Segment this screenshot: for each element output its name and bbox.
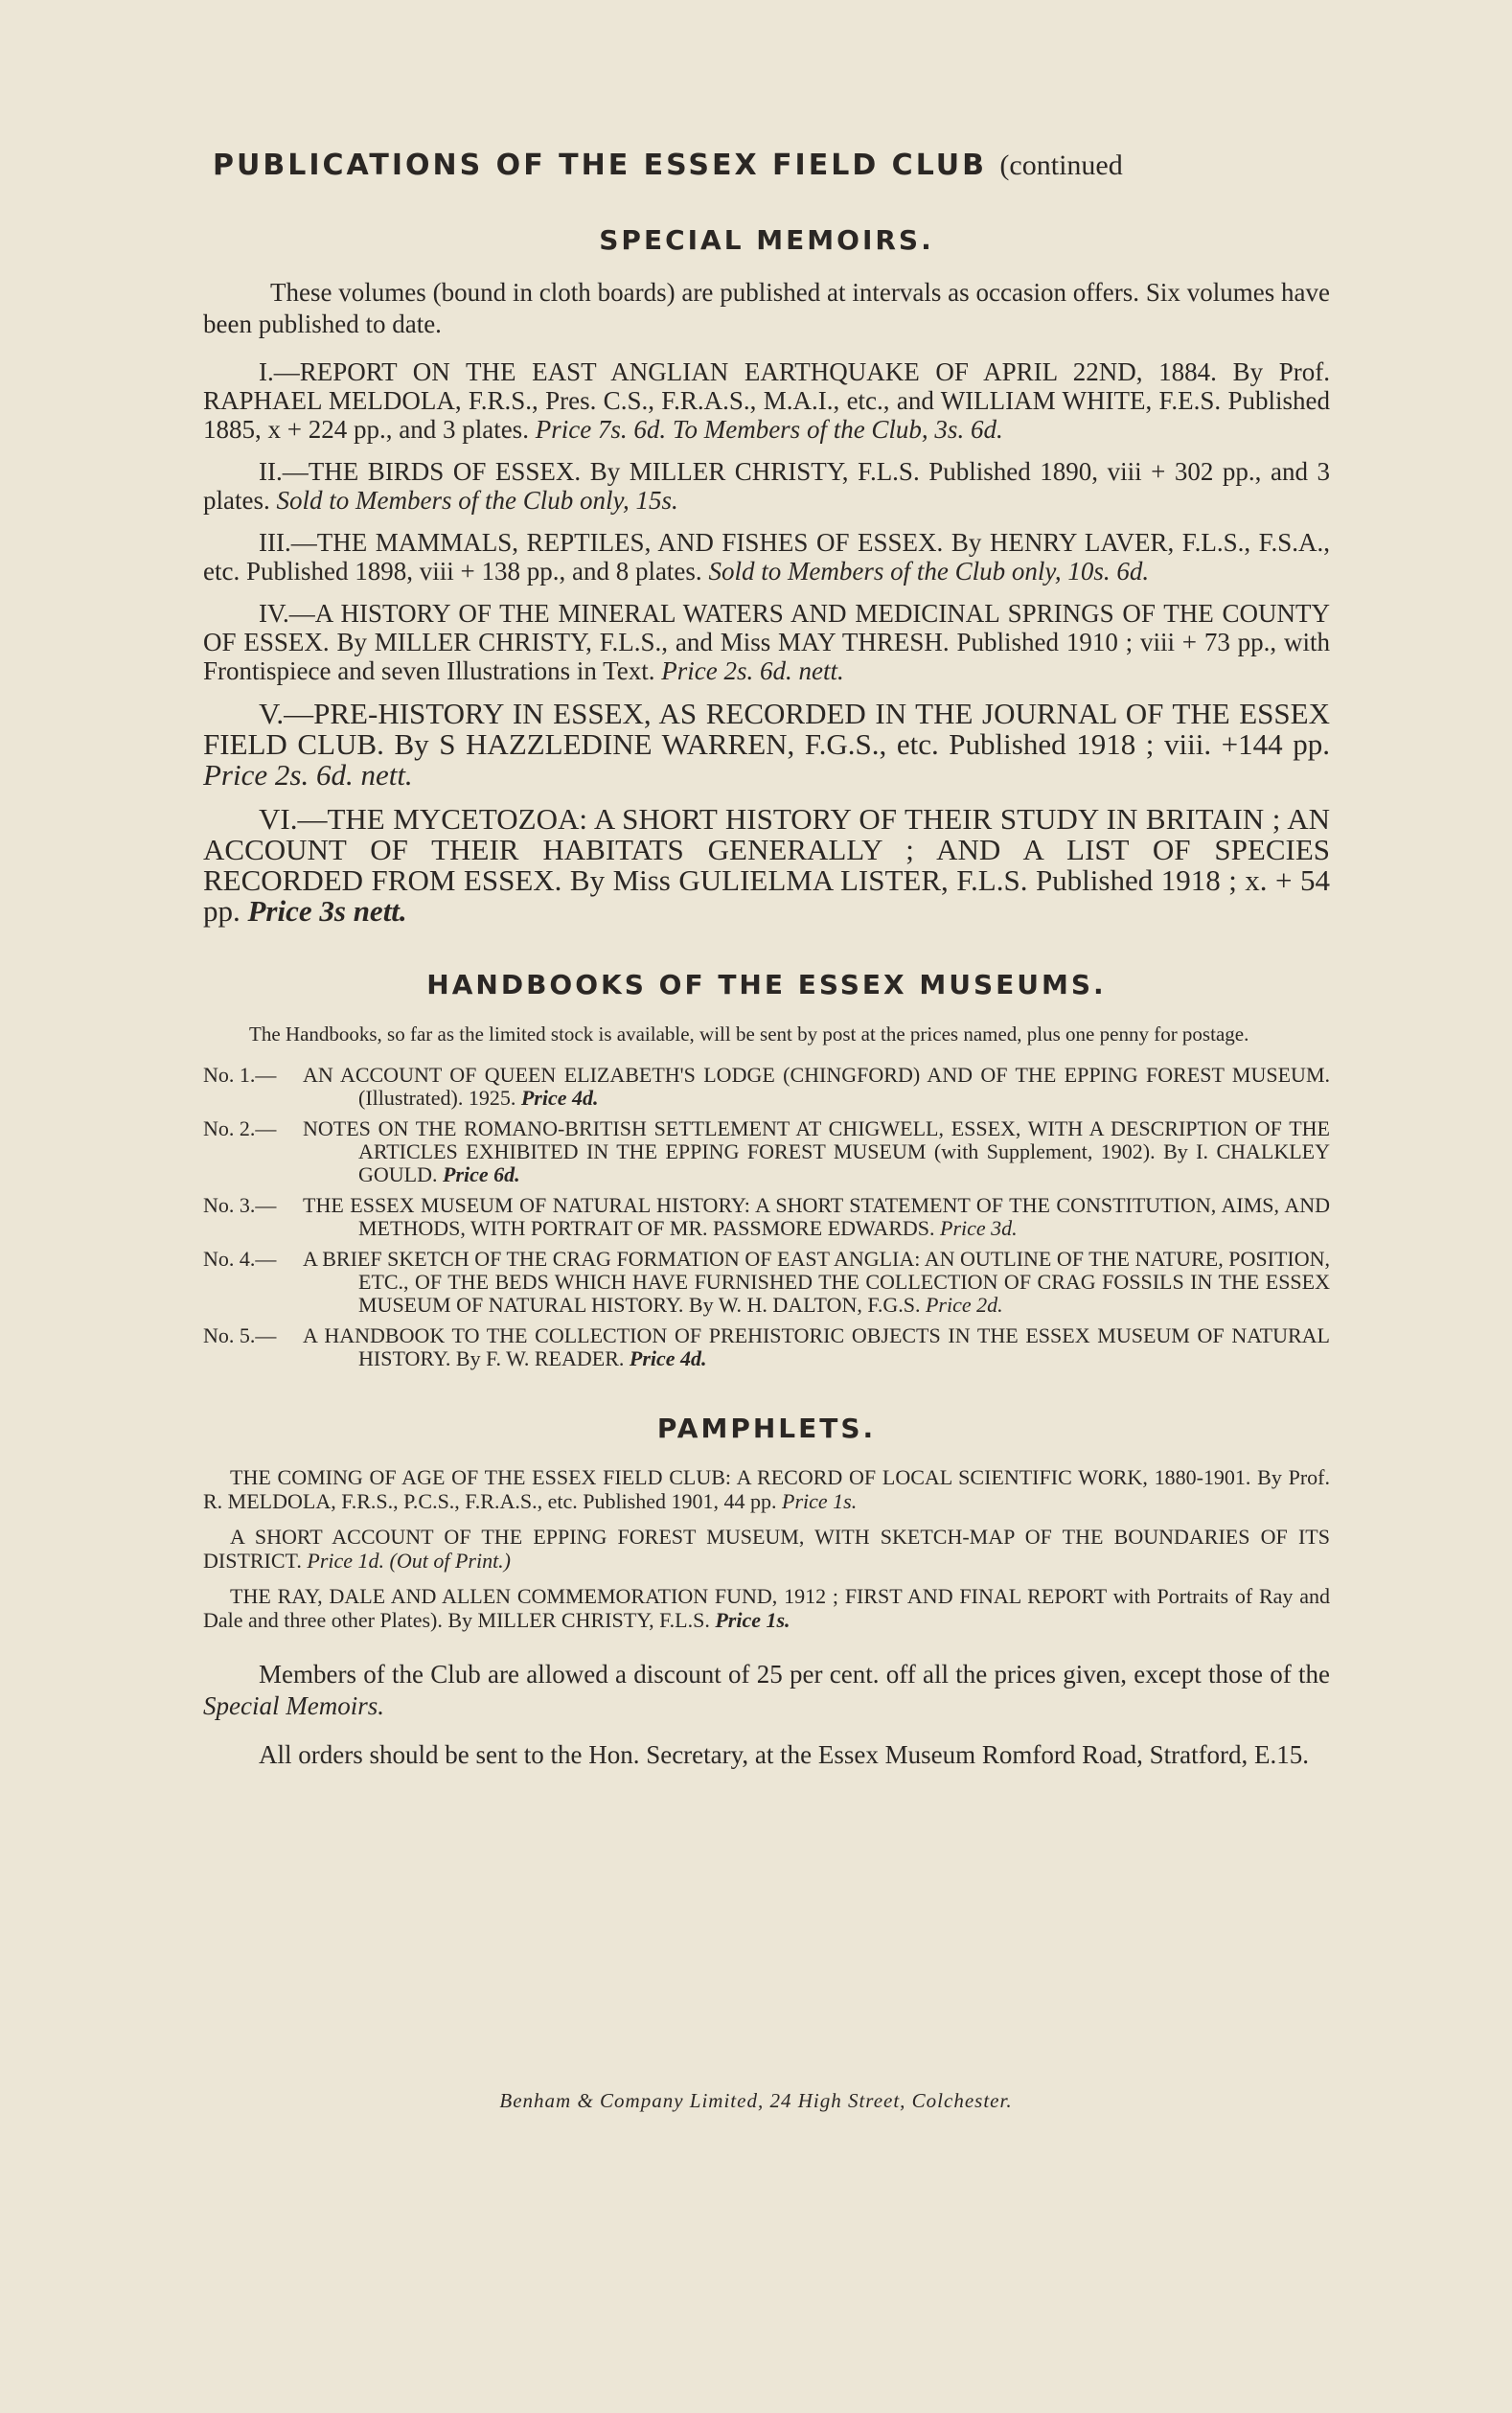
pamphlet-entry: [203, 1584, 1330, 1632]
pamphlet-text: A SHORT ACCOUNT OF THE EPPING FOREST MUSEUM, WITH SKETCH-MAP OF THE BOUNDARIES OF ITS DISTRICT.: [203, 1525, 1330, 1573]
running-head-continued: (continued: [999, 149, 1123, 181]
pamphlet-price: Price 1d. (Out of Print.): [307, 1549, 512, 1573]
handbook-price: Price 3d.: [940, 1216, 1018, 1240]
memoir-entry: [203, 357, 1330, 444]
memoir-details: By Prof. RAPHAEL MELDOLA, F.R.S., Pres. C.S., F.R.A.S., M.A.I., etc., and WILLIAM WHITE, F.E.S. Published 1885, x + 224 pp., and 3 plates.: [203, 357, 1330, 444]
running-head-title: PUBLICATIONS OF THE ESSEX FIELD CLUB: [213, 149, 987, 182]
pamphlets-heading: PAMPHLETS.: [656, 1413, 877, 1444]
pamphlet-entry: [203, 1525, 1330, 1573]
handbook-entry: [203, 1248, 1330, 1317]
memoir-price: Sold to Members of the Club only, 10s. 6d.: [708, 557, 1150, 586]
memoir-title: IV.—A HISTORY OF THE MINERAL WATERS AND MEDICINAL SPRINGS OF THE COUNTY OF ESSEX.: [203, 599, 1330, 656]
memoir-entry: [203, 457, 1330, 515]
special-memoirs-intro: These volumes (bound in cloth boards) are published at intervals as occasion offers. Six volumes have been published to date.: [203, 278, 1330, 338]
memoir-price: Price 7s. 6d. To Members of the Club, 3s. 6d.: [535, 415, 1003, 444]
handbook-text: NOTES ON THE ROMANO-BRITISH SETTLEMENT AT CHIGWELL, ESSEX, WITH A DESCRIPTION OF THE ARTICLES EXHIBITED IN THE EPPING FOREST MUSEUM (with Supplement, 1902). By I. CHALKLEY GOULD.: [303, 1116, 1330, 1186]
memoir-entry: [203, 599, 1330, 685]
orders-note: All orders should be sent to the Hon. Secretary, at the Essex Museum Romford Road, Stratford, E.15.: [259, 1740, 1310, 1769]
handbook-number: No. 2.—: [203, 1116, 277, 1140]
handbook-number: No. 1.—: [203, 1063, 277, 1087]
pamphlet-price: Price 1s.: [782, 1489, 858, 1513]
memoir-price: Price 3s nett.: [247, 894, 407, 928]
pamphlet-entry: [203, 1465, 1330, 1513]
handbooks-intro: The Handbooks, so far as the limited stock is available, will be sent by post at the prices named, plus one penny for postage.: [249, 1023, 1249, 1046]
handbook-price: Price 2d.: [925, 1293, 1003, 1317]
memoir-title: V.—PRE-HISTORY IN ESSEX, AS RECORDED IN THE JOURNAL OF THE ESSEX FIELD CLUB.: [203, 697, 1330, 761]
memoir-title: VI.—THE MYCETOZOA: A SHORT HISTORY OF THEIR STUDY IN BRITAIN ; AN ACCOUNT OF THEIR HABITATS GENERALLY ; AND A LIST OF SPECIES RECORDED FROM ESSEX.: [203, 802, 1330, 897]
handbook-entry: [203, 1194, 1330, 1240]
handbook-entry: [203, 1064, 1330, 1110]
memoir-details: By S HAZZLEDINE WARREN, F.G.S., etc. Published 1918 ; viii. +144 pp.: [394, 727, 1330, 761]
handbook-text: THE ESSEX MUSEUM OF NATURAL HISTORY: A SHORT STATEMENT OF THE CONSTITUTION, AIMS, AND METHODS, WITH PORTRAIT OF MR. PASSMORE EDWARDS.: [303, 1193, 1330, 1240]
memoir-price: Price 2s. 6d. nett.: [661, 656, 844, 685]
pamphlet-text: THE RAY, DALE AND ALLEN COMMEMORATION FUND, 1912 ; FIRST AND FINAL REPORT with Portraits of Ray and Dale and three other Plates). By MILLER CHRISTY, F.L.S.: [203, 1584, 1330, 1632]
discount-text: Members of the Club are allowed a discount of 25 per cent. off all the prices given, except those of the: [259, 1660, 1330, 1689]
handbooks-heading: HANDBOOKS OF THE ESSEX MUSEUMS.: [426, 969, 1107, 1000]
pamphlet-text: THE COMING OF AGE OF THE ESSEX FIELD CLUB: A RECORD OF LOCAL SCIENTIFIC WORK, 1880-1901. By Prof. R. MELDOLA, F.R.S., P.C.S., F.R.A.S., etc. Published 1901, 44 pp.: [203, 1465, 1330, 1513]
memoir-details: By HENRY LAVER, F.L.S., F.S.A., etc. Published 1898, viii + 138 pp., and 8 plates.: [203, 528, 1331, 586]
handbook-text: AN ACCOUNT OF QUEEN ELIZABETH'S LODGE (CHINGFORD) AND OF THE EPPING FOREST MUSEUM. (Illustrated). 1925.: [303, 1063, 1330, 1110]
handbook-entry: [203, 1117, 1330, 1186]
handbook-price: Price 4d.: [629, 1346, 707, 1370]
special-memoirs-heading: SPECIAL MEMOIRS.: [599, 224, 934, 256]
memoir-entry: [203, 699, 1330, 791]
discount-note: [203, 1659, 1330, 1722]
pamphlet-price: Price 1s.: [715, 1608, 790, 1632]
memoir-entry: [203, 804, 1330, 927]
handbook-price: Price 6d.: [443, 1162, 520, 1186]
memoir-price: Price 2s. 6d. nett.: [203, 758, 413, 792]
running-head: [213, 149, 1330, 182]
handbook-text: A BRIEF SKETCH OF THE CRAG FORMATION OF EAST ANGLIA: AN OUTLINE OF THE NATURE, POSITION, ETC., OF THE BEDS WHICH HAVE FURNISHED THE COLLECTION OF CRAG FOSSILS IN THE ESSEX MUSEUM OF NATURAL HISTORY. By W. H. DALTON, F.G.S.: [303, 1247, 1330, 1317]
memoir-price: Sold to Members of the Club only, 15s.: [276, 486, 678, 515]
handbook-entry: [203, 1324, 1330, 1370]
memoir-details: By Miss GULIELMA LISTER, F.L.S. Published 1918 ; x. + 54 pp.: [203, 863, 1331, 928]
handbook-number: No. 4.—: [203, 1247, 277, 1271]
handbook-number: No. 5.—: [203, 1323, 277, 1347]
memoir-title: II.—THE BIRDS OF ESSEX.: [259, 457, 582, 486]
handbook-text: A HANDBOOK TO THE COLLECTION OF PREHISTORIC OBJECTS IN THE ESSEX MUSEUM OF NATURAL HISTORY. By F. W. READER.: [303, 1323, 1330, 1370]
printer-imprint: Benham & Company Limited, 24 High Street, Colchester.: [499, 2089, 1013, 2112]
handbook-price: Price 4d.: [520, 1086, 599, 1110]
memoir-details: By MILLER CHRISTY, F.L.S., and Miss MAY THRESH. Published 1910 ; viii + 73 pp., with Frontispiece and seven Illustrations in Text.: [203, 628, 1331, 685]
memoir-entry: [203, 528, 1330, 586]
memoir-details: By MILLER CHRISTY, F.L.S. Published 1890, viii + 302 pp., and 3 plates.: [203, 457, 1330, 515]
discount-exception: Special Memoirs.: [203, 1691, 384, 1720]
memoir-title: I.—REPORT ON THE EAST ANGLIAN EARTHQUAKE OF APRIL 22ND, 1884.: [259, 357, 1217, 386]
handbook-number: No. 3.—: [203, 1193, 277, 1217]
memoir-title: III.—THE MAMMALS, REPTILES, AND FISHES OF ESSEX.: [259, 528, 944, 557]
